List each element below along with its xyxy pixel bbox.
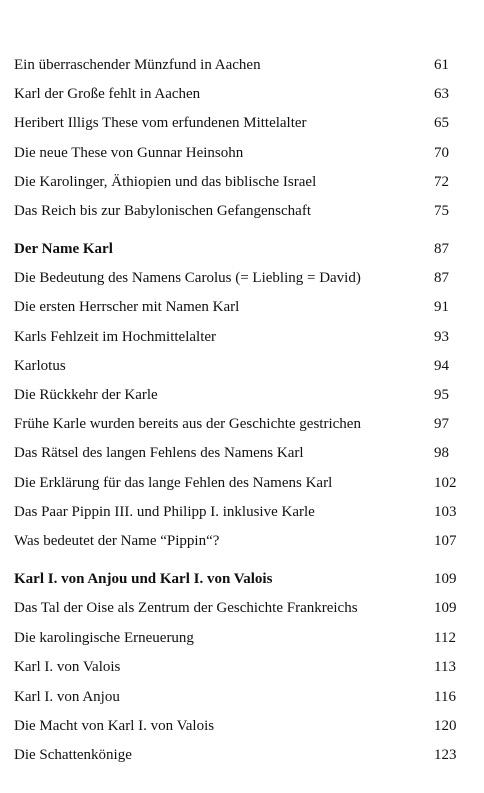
toc-entry-title: Karl der Große fehlt in Aachen [14,86,201,102]
toc-entry-title: Die Macht von Karl I. von Valois [14,718,215,734]
toc-entry-page: 103 [434,504,457,520]
toc-entry [14,54,470,76]
toc-entry [14,267,470,289]
toc-entry [14,200,470,222]
toc-entry-title: Was bedeutet der Name “Pippin“? [14,533,220,549]
toc-entry [14,413,470,435]
toc-entry [14,530,470,552]
toc-entry-title: Die Karolinger, Äthiopien und das biblische Israel [14,174,317,190]
toc-entry-title: Heribert Illigs These vom erfundenen Mittelalter [14,115,307,131]
toc-entry [14,83,470,105]
toc-chapter-title: Karl I. von Anjou und Karl I. von Valois [14,571,273,587]
toc-entry-title: Die Erklärung für das lange Fehlen des Namens Karl [14,475,333,491]
toc-entry-page: 112 [434,630,456,646]
toc-entry-title: Das Tal der Oise als Zentrum der Geschichte Frankreichs [14,600,358,616]
toc-entry-page: 91 [434,299,449,315]
toc-entry [14,142,470,164]
toc-chapter-page: 87 [434,241,449,257]
toc-entry [14,597,470,619]
toc-entry-title: Karl I. von Anjou [14,689,120,705]
toc-entry-title: Ein überraschender Münzfund in Aachen [14,57,261,73]
toc-chapter-heading [14,238,470,260]
toc-entry-page: 98 [434,445,449,461]
toc-entry [14,686,470,708]
toc-entry-page: 102 [434,475,457,491]
toc-entry [14,627,470,649]
toc-entry-title: Karlotus [14,358,66,374]
toc-entry [14,384,470,406]
toc-entry-title: Die ersten Herrscher mit Namen Karl [14,299,240,315]
toc-entry-page: 75 [434,203,449,219]
toc-entry [14,326,470,348]
toc-entry-page: 63 [434,86,449,102]
toc-entry-title: Die Schattenkönige [14,747,132,763]
toc-entry-page: 70 [434,145,449,161]
toc-entry-page: 107 [434,533,457,549]
toc-entry [14,472,470,494]
toc-chapter-title: Der Name Karl [14,241,113,257]
toc-entry-page: 116 [434,689,456,705]
toc-entry-page: 95 [434,387,449,403]
toc-entry-title: Karls Fehlzeit im Hochmittelalter [14,329,217,345]
toc-entry-page: 120 [434,718,457,734]
toc-entry-page: 61 [434,57,449,73]
toc-entry [14,442,470,464]
toc-entry-page: 123 [434,747,457,763]
toc-entry-page: 93 [434,329,449,345]
toc-entry-title: Das Paar Pippin III. und Philipp I. inklusive Karle [14,504,315,520]
toc-entry-title: Das Rätsel des langen Fehlens des Namens Karl [14,445,304,461]
toc-entry-page: 97 [434,416,449,432]
toc-entry-page: 65 [434,115,449,131]
toc-entry-page: 87 [434,270,449,286]
toc-entry [14,656,470,678]
toc-entry-page: 113 [434,659,456,675]
toc-entry-title: Die Rückkehr der Karle [14,387,158,403]
toc-chapter-heading [14,568,470,590]
toc-entry-page: 94 [434,358,449,374]
toc-chapter-page: 109 [434,571,457,587]
toc-entry [14,715,470,737]
toc-entry-title: Die neue These von Gunnar Heinsohn [14,145,244,161]
toc-entry [14,744,470,766]
toc-entry [14,501,470,523]
toc-entry-title: Das Reich bis zur Babylonischen Gefangenschaft [14,203,311,219]
toc-entry [14,171,470,193]
toc-entry [14,355,470,377]
toc-entry-title: Frühe Karle wurden bereits aus der Geschichte gestrichen [14,416,361,432]
toc-entry-title: Die Bedeutung des Namens Carolus (= Liebling = David) [14,270,361,286]
toc-entry [14,296,470,318]
toc-entry-page: 109 [434,600,457,616]
toc-entry-page: 72 [434,174,449,190]
toc-entry [14,112,470,134]
toc-entry-title: Die karolingische Erneuerung [14,630,194,646]
toc-entry-title: Karl I. von Valois [14,659,121,675]
